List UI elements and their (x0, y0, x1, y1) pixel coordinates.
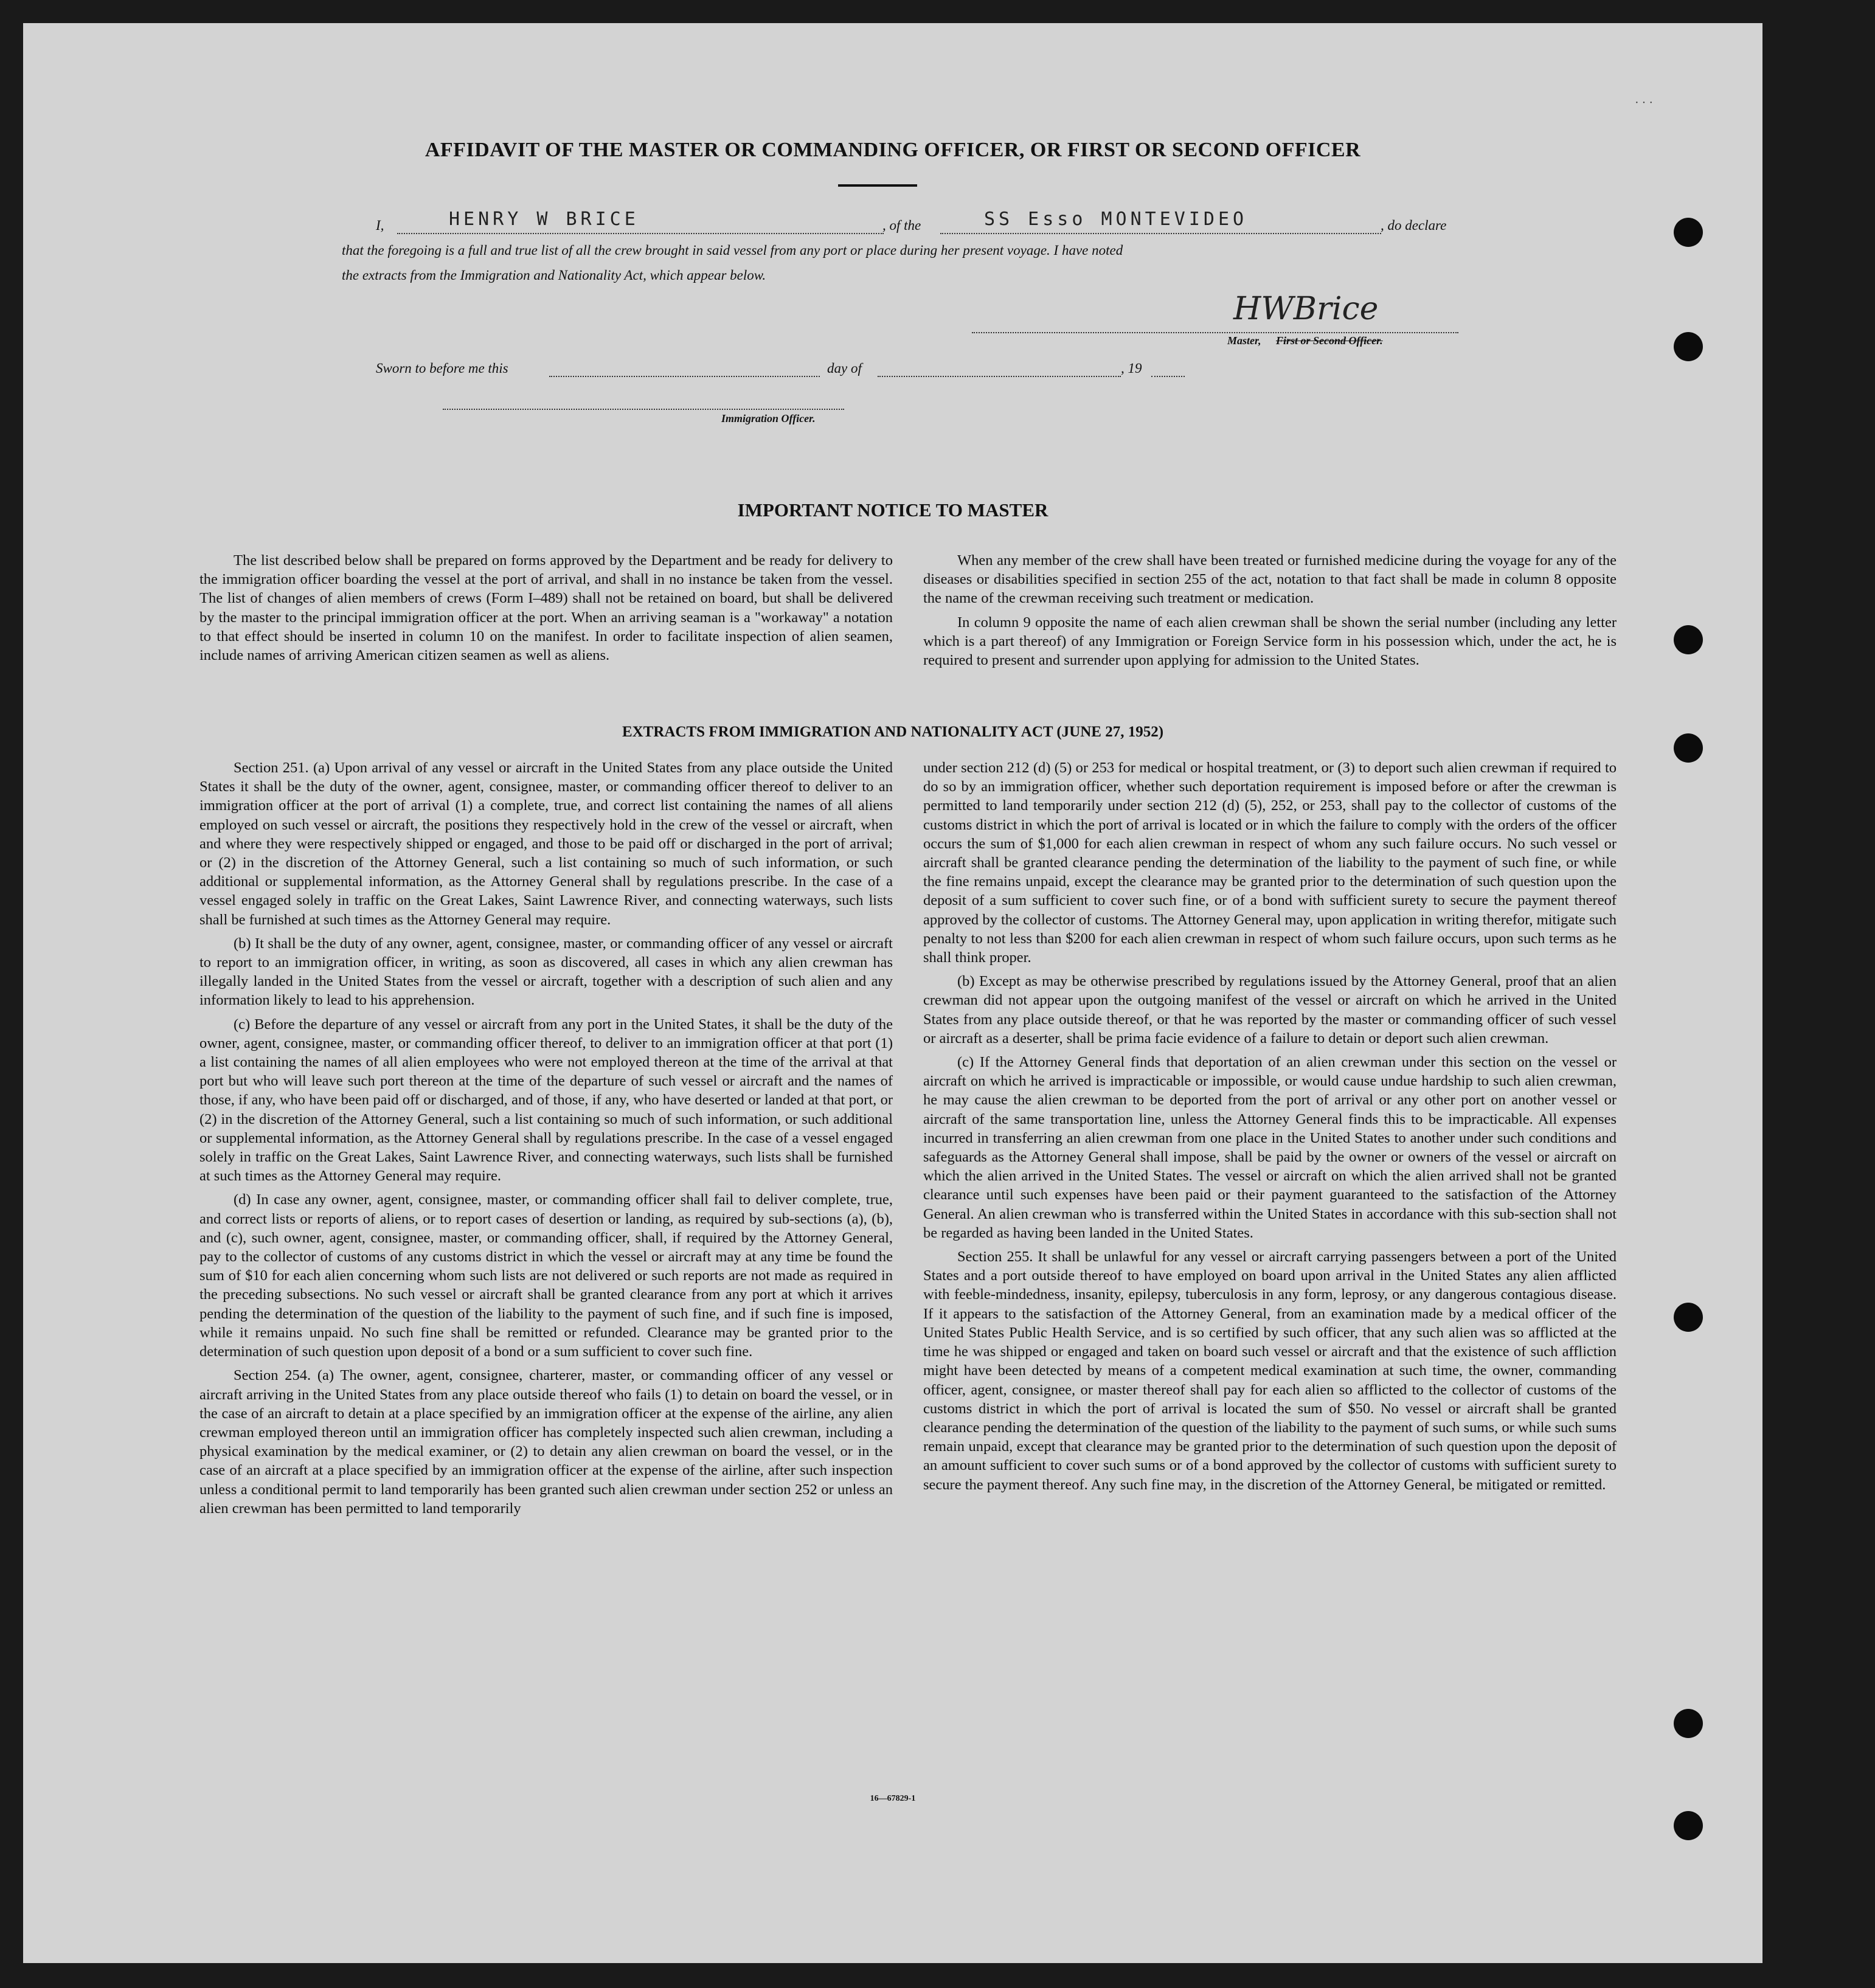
extracts-heading: EXTRACTS FROM IMMIGRATION AND NATIONALITY ACT (JUNE 27, 1952) (622, 724, 1164, 740)
vessel-line (940, 233, 1381, 234)
master-signature: HWBrice (1233, 291, 1379, 327)
binder-hole (1674, 1709, 1703, 1738)
statute-paragraph: Section 254. (a) The owner, agent, consignee, charterer, master, or commanding officer of any vessel or aircraft arriving in the United States from any place outside thereof who fails (1) to detain on board the vessel, or in the case of an aircraft to detain at a place specified by an immigration officer at the expense of the airline, any alien crewman employed thereon until an immigration officer has completely inspected such alien crewman, including a physical examination by the medical examiner, or (2) to detain any alien crewman on board the vessel, or in the case of an aircraft at a place specified by an immigration officer at the expense of the airline, after such inspection unless a conditional permit to land temporarily has been granted such alien crewman under section 252 or unless an alien crewman has been permitted to land temporarily (199, 1367, 893, 1517)
extracts-left-column (199, 758, 893, 1523)
master-name: HENRY W BRICE (449, 209, 639, 230)
statute-paragraph: (b) Except as may be otherwise prescribed by regulations issued by the Attorney General, proof that an alien crewman did not appear upon the outgoing manifest of the vessel or aircraft on which he arrived in the United States from any place outside thereof, or that he was reported by the master or commanding officer of such vessel or aircraft as a deserter, shall be prima facie evidence of a failure to detain or deport such alien crewman. (923, 973, 1617, 1047)
signature-line (972, 332, 1458, 333)
notice-heading: IMPORTANT NOTICE TO MASTER (737, 499, 1048, 521)
affidavit-title: AFFIDAVIT OF THE MASTER OR COMMANDING OFFICER, OR FIRST OR SECOND OFFICER (425, 139, 1361, 161)
notice-paragraph: When any member of the crew shall have been treated or furnished medicine during the voyage for any of the diseases or disabilities specified in section 255 of the act, notation to that fact shall be made in column 8 opposite the name of the crewman receiving such treatment or medication. (923, 552, 1617, 607)
statute-paragraph: Section 251. (a) Upon arrival of any vessel or aircraft in the United States from any place outside the United States it shall be the duty of the owner, agent, consignee, master, or commanding officer thereof to deliver to an immigration officer at the port of arrival (1) a complete, true, and correct list containing the names of all aliens employed on such vessel or aircraft, the positions they respectively hold in the crew of the vessel or aircraft, when and where they were respectively shipped or engaged, and those to be paid off or discharged in the port of arrival; or (2) in the discretion of the Attorney General, such a list containing so much of such information, or such additional or supplemental information, as the Attorney General shall by regulations prescribe. In the case of a vessel engaged solely in traffic on the Great Lakes, Saint Lawrence River, and connecting waterways, such lists shall be furnished at such times as the Attorney General may require. (199, 760, 893, 928)
binder-hole (1674, 1811, 1703, 1840)
statute-paragraph: Section 255. It shall be unlawful for any vessel or aircraft carrying passengers between a port of the United States and a port outside thereof to have employed on board upon arrival in the United States any alien afflicted with feeble-mindedness, insanity, epilepsy, tuberculosis in any form, leprosy, or any dangerous contagious disease. If it appears to the satisfaction of the Attorney General, from an examination made by a medical officer of the United States Public Health Service, and is so certified by such officer, that any such alien was so afflicted at the time he was shipped or engaged and taken on board such vessel or aircraft and that the existence of such affliction might have been detected by means of a competent medical examination at such time, the owner, commanding officer, agent, consignee, or master thereof shall pay for each alien so afflicted to the collector of customs of the customs district in which the port of arrival is located the sum of $50. No vessel or aircraft shall be granted clearance pending the determination of the question of the liability to the payment of such sums, or while such sums remain unpaid, except that clearance may be granted prior to the determination of such question upon the deposit of an amount sufficient to cover such sums or of a bond approved by the collector of customs with sufficient surety to secure the payment thereof. Any such fine may, in the discretion of the Attorney General, be mitigated or remitted. (923, 1249, 1617, 1493)
year-label: , 19 (1121, 361, 1142, 376)
notice-paragraph: In column 9 opposite the name of each alien crewman shall be shown the serial number (including any letter which is a part thereof) of any Immigration or Foreign Service form in his possession which, under the act, he is required to present and surrender upon applying for admission to the United States. (923, 614, 1617, 669)
officer-caption: Immigration Officer. (721, 412, 816, 424)
binder-hole (1674, 625, 1703, 654)
vessel-name: SS Esso MONTEVIDEO (984, 209, 1248, 230)
notice-left-column (199, 551, 893, 670)
i-label: I, (376, 218, 384, 233)
scan-marks: · · · (1635, 96, 1653, 109)
day-of-label: day of (827, 361, 862, 376)
declare-label: , do declare (1381, 218, 1447, 233)
of-the-label: , of the (882, 218, 921, 233)
statute-paragraph: (d) In case any owner, agent, consignee, master, or commanding officer shall fail to deliver complete, true, and correct lists or reports of aliens, or to report cases of desertion or landing, as required by sub-sections (a), (b), and (c), such owner, agent, consignee, master, or commanding officer, shall, if required by the Attorney General, pay to the collector of customs of any customs district in which the vessel or aircraft may at any time be found the sum of $10 for each alien concerning whom such lists are not delivered or such reports are not made as required in the preceding subsections. No such vessel or aircraft shall be granted clearance from any port at which it arrives pending the determination of the question of the liability to the payment of such fine, and if such fine is imposed, while it remains unpaid. No such fine shall be remitted or refunded. Clearance may be granted prior to the determination of such question upon deposit of a bond or a sum sufficient to cover such fine. (199, 1191, 893, 1360)
document-page (23, 23, 1762, 1963)
sworn-month-line (878, 376, 1121, 377)
statute-paragraph: (c) If the Attorney General finds that deportation of an alien crewman under this section on the vessel or aircraft on which he arrived is impracticable or impossible, or would cause undue hardship to such alien crewman, he may cause the alien crewman to be deported from the port of arrival or any other port on another vessel or aircraft of the same transportation line, unless the Attorney General finds this to be impracticable. All expenses incurred in transferring an alien crewman from one place in the United States to another under such conditions and safeguards as the Attorney General shall impose, shall be paid by the owner or owners of the vessel or aircraft on which the alien arrived in the United States. The vessel or aircraft on which the alien arrived shall not be granted clearance until such expenses have been paid or their payment guaranteed to the satisfaction of the Attorney General. An alien crewman who is transferred within the United States in accordance with this sub-section shall not be regarded as having been landed in the United States. (923, 1054, 1617, 1241)
binder-hole (1674, 218, 1703, 247)
statute-paragraph: under section 212 (d) (5) or 253 for medical or hospital treatment, or (3) to deport such alien crewman if required to do so by an immigration officer, whether such deportation requirement is imposed before or after the crewman is permitted to land temporarily under section 212 (d) (5), 252, or 253, shall pay to the collector of customs of the customs district in which the port of arrival is located or in which the failure to comply with the orders of the officer occurs the sum of $1,000 for each alien crewman in respect of whom any such failure occurs. No such vessel or aircraft shall be granted clearance pending the determination of the liability to the payment of such fine, or while the fine remains unpaid, except the clearance may be granted prior to the determination of such question upon the deposit of a sum sufficient to cover such fine, or of a bond with sufficient surety to secure the payment thereof approved by the collector of customs. The Attorney General may, upon application in writing therefor, mitigate such penalty to not less than $200 for each alien crewman in respect of whom such failure occurs, upon such terms as he shall think proper. (923, 760, 1617, 966)
extracts-right-column (923, 758, 1617, 1499)
name-line (397, 233, 884, 234)
binder-hole (1674, 1303, 1703, 1332)
binder-hole (1674, 332, 1703, 361)
officer-line (443, 409, 844, 410)
notice-right-column (923, 551, 1617, 674)
signature-caption-officer: First or Second Officer. (1276, 334, 1383, 347)
statute-paragraph: (c) Before the departure of any vessel or aircraft from any port in the United States, it shall be the duty of the owner, agent, consignee, master, or commanding officer thereof, to deliver to an immigration officer at that port (1) a list containing the names of all alien employees who were not employed thereon at the time of the arrival at that port but who will leave such port thereon at the time of the departure of such vessel or aircraft and the names of those, if any, who have been paid off or discharged, and of those, if any, who have deserted or landed at that port, or (2) in the discretion of the Attorney General, such a list containing so much of such information, or such additional or supplemental information, as the Attorney General shall by regulations prescribe. In the case of a vessel engaged solely in traffic on the Great Lakes, Saint Lawrence River, and connecting waterways, such lists shall be furnished at such times as the Attorney General may require. (199, 1016, 893, 1185)
sworn-day-line (549, 376, 820, 377)
signature-caption-master: Master, (1227, 334, 1261, 347)
affidavit-line-2: that the foregoing is a full and true list of all the crew brought in said vessel from any port or place during her present voyage. I have noted (342, 243, 1123, 258)
statute-paragraph: (b) It shall be the duty of any owner, agent, consignee, master, or commanding officer of any vessel or aircraft to report to an immigration officer, in writing, as soon as discovered, all cases in which any alien crewman has illegally landed in the United States from the vessel or aircraft, together with a description of such alien and any information likely to lead to his apprehension. (199, 935, 893, 1009)
title-rule (838, 184, 917, 187)
sworn-label: Sworn to before me this (376, 361, 508, 376)
year-line (1151, 376, 1185, 377)
form-number: 16—67829-1 (870, 1794, 916, 1803)
affidavit-line-3: the extracts from the Immigration and Nationality Act, which appear below. (342, 268, 766, 283)
notice-paragraph: The list described below shall be prepared on forms approved by the Department and be ready for delivery to the immigration officer boarding the vessel at the port of arrival, and shall in no instance be taken from the vessel. The list of changes of alien members of crews (Form I–489) shall not be retained on board, but shall be delivered by the master to the principal immigration officer at the port. When an arriving seaman is a "workaway" a notation to that effect should be inserted in column 10 on the manifest. In order to facilitate inspection of alien seamen, include names of arriving American citizen seamen as well as aliens. (199, 552, 893, 664)
